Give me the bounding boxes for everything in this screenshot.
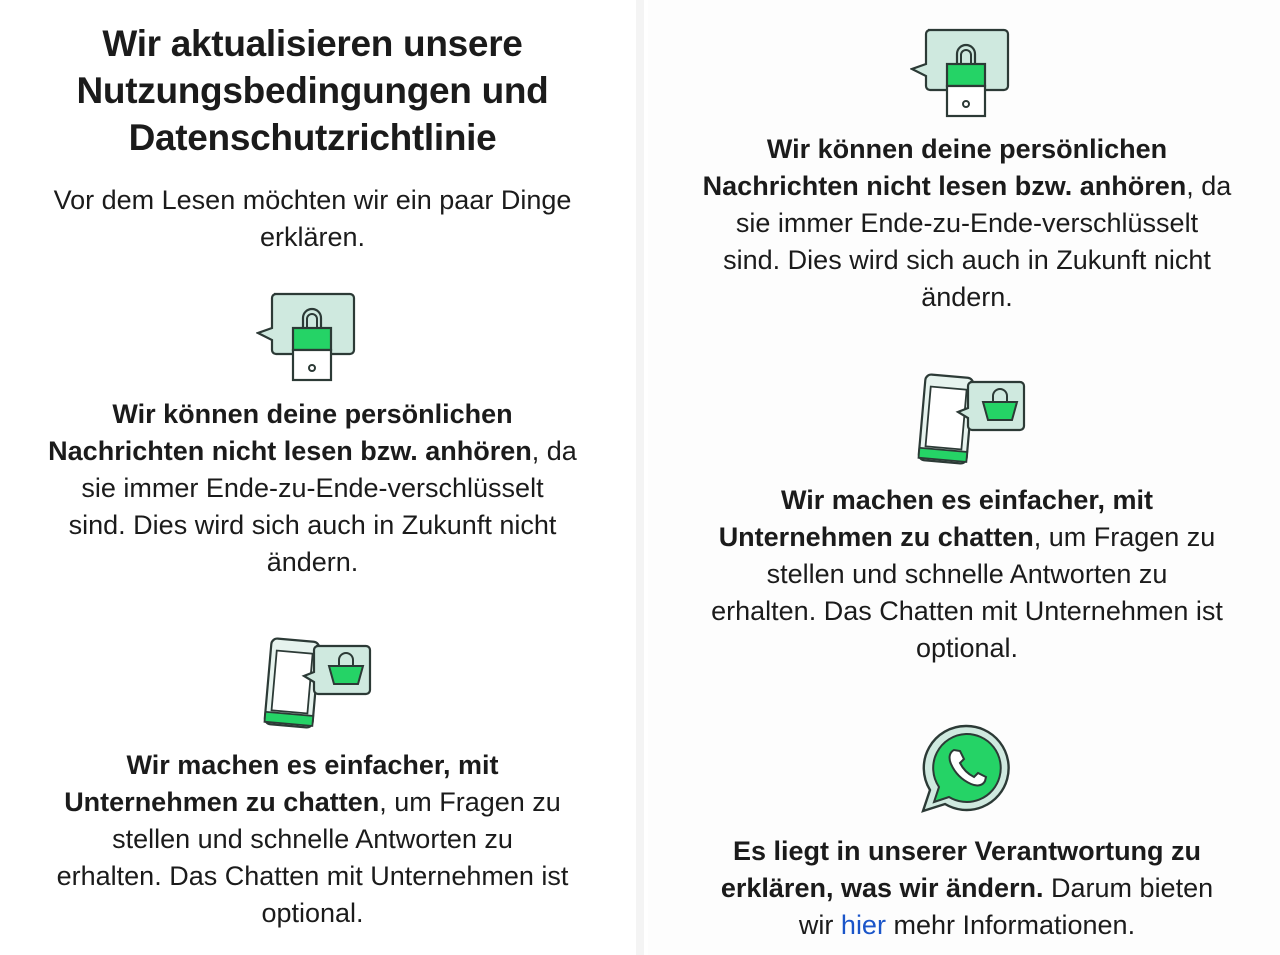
business-text: , um Fragen zu: [379, 787, 561, 817]
privacy-heading: Wir können deine persönlichen: [766, 134, 1168, 164]
business-heading: Wir machen es einfacher, mit: [781, 485, 1153, 515]
whatsapp-logo-icon: [918, 722, 1014, 814]
responsibility-text: Darum bieten: [1043, 873, 1214, 903]
title-line: Nutzungsbedingungen und: [76, 70, 549, 111]
business-text: erhalten. Das Chatten mit Unternehmen ist: [56, 861, 569, 891]
business-text: optional.: [915, 633, 1019, 663]
responsibility-heading: erklären, was wir ändern.: [720, 873, 1044, 903]
privacy-text: sind. Dies wird sich auch in Zukunft nicht: [68, 510, 557, 540]
panel-divider: [636, 0, 644, 955]
subtitle-line: erklären.: [259, 222, 366, 252]
privacy-notice: [678, 131, 1256, 316]
phone-shopping-icon: [262, 634, 374, 730]
privacy-text: sie immer Ende-zu-Ende-verschlüsselt: [735, 208, 1199, 238]
business-notice: [20, 747, 605, 932]
lock-chat-icon: [256, 288, 360, 384]
title-line: Wir aktualisieren unsere: [102, 23, 523, 64]
right-panel: [648, 0, 1280, 955]
privacy-text: , da: [531, 436, 577, 466]
business-heading: Unternehmen zu chatten: [64, 787, 380, 817]
page-title: [20, 20, 605, 161]
privacy-text: sie immer Ende-zu-Ende-verschlüsselt: [81, 473, 544, 503]
privacy-text: sind. Dies wird sich auch in Zukunft nicht: [723, 245, 1211, 275]
privacy-heading: Nachrichten nicht lesen bzw. anhören: [48, 436, 532, 466]
business-notice: [678, 482, 1256, 667]
lock-chat-icon: [910, 24, 1014, 120]
responsibility-text: mehr Informationen.: [885, 910, 1136, 940]
privacy-text: ändern.: [921, 282, 1013, 312]
page-subtitle: [20, 182, 605, 256]
business-text: , um Fragen zu: [1033, 522, 1216, 552]
privacy-text: , da: [1186, 171, 1232, 201]
responsibility-heading: Es liegt in unserer Verantwortung zu: [732, 836, 1202, 866]
privacy-text: ändern.: [266, 547, 359, 577]
business-text: stellen und schnelle Antworten zu: [766, 559, 1168, 589]
business-heading: Wir machen es einfacher, mit: [126, 750, 499, 780]
business-text: stellen und schnelle Antworten zu: [112, 824, 513, 854]
responsibility-notice: [678, 833, 1256, 944]
privacy-heading: Nachrichten nicht lesen bzw. anhören: [702, 171, 1187, 201]
business-text: optional.: [261, 898, 364, 928]
left-panel: [0, 0, 630, 955]
business-text: erhalten. Das Chatten mit Unternehmen ist: [711, 596, 1223, 626]
title-line: Datenschutzrichtlinie: [128, 117, 497, 158]
privacy-heading: Wir können deine persönlichen: [112, 399, 513, 429]
privacy-notice: [20, 396, 605, 581]
phone-shopping-icon: [916, 370, 1028, 466]
subtitle-line: Vor dem Lesen möchten wir ein paar Dinge: [53, 185, 572, 215]
business-heading: Unternehmen zu chatten: [718, 522, 1034, 552]
responsibility-text: wir: [798, 910, 841, 940]
more-info-link[interactable]: hier: [840, 910, 886, 940]
